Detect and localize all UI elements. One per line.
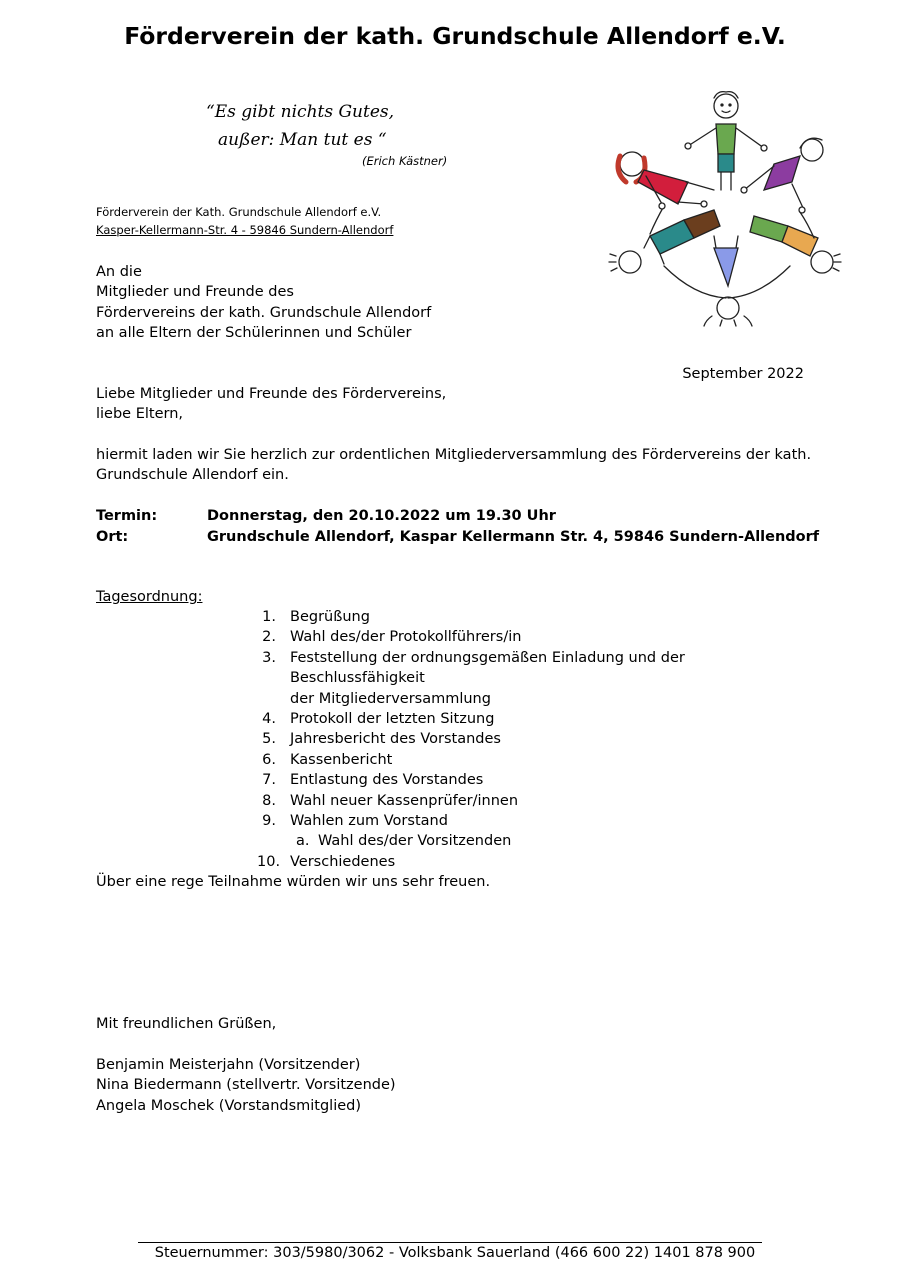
agenda-item [257, 852, 822, 872]
children-circle-logo [604, 86, 844, 328]
salutation-line: Liebe Mitglieder und Freunde des Fördervereins, [96, 386, 447, 402]
termin-value: Donnerstag, den 20.10.2022 um 19.30 Uhr [207, 508, 556, 524]
agenda-item [262, 729, 822, 749]
document-title: Förderverein der kath. Grundschule Allendorf e.V. [124, 22, 786, 50]
agenda-number: 3. [262, 649, 276, 666]
agenda-item [262, 607, 822, 627]
recipient-line: an alle Eltern der Schülerinnen und Schüler [96, 325, 412, 342]
agenda-item-continuation [262, 689, 822, 709]
agenda-number: 4. [262, 711, 276, 728]
agenda-text: Wahl des/der Vorsitzenden [318, 833, 512, 850]
intro-paragraph [96, 445, 811, 486]
agenda-item [262, 648, 822, 689]
intro-line: hiermit laden wir Sie herzlich zur ordentlichen Mitgliederversammlung des Fördervereins der kath. [96, 447, 812, 463]
agenda-item [262, 791, 822, 811]
termin-label: Termin: [96, 508, 158, 524]
salutation [96, 384, 446, 425]
agenda-number: 1. [262, 609, 276, 625]
intro-line: Grundschule Allendorf ein. [96, 467, 289, 484]
footer-divider [138, 1242, 762, 1243]
agenda-item [262, 627, 822, 647]
agenda-number: 7. [262, 772, 276, 789]
sender-name: Förderverein der Kath. Grundschule Allendorf e.V. [96, 205, 382, 219]
greeting: Mit freundlichen Grüßen, [96, 1016, 277, 1032]
sender-address: Kasper-Kellermann-Str. 4 - 59846 Sundern-Allendorf [96, 223, 394, 237]
agenda-number: 6. [262, 751, 276, 768]
quote-line-2: außer: Man tut es “ [218, 130, 387, 150]
agenda-number: a. [296, 833, 310, 850]
agenda-number: 2. [262, 629, 276, 646]
agenda-text: Wahl neuer Kassenprüfer/innen [290, 792, 519, 809]
recipient-line: An die [96, 264, 142, 280]
agenda-number: 10. [257, 853, 281, 870]
agenda-heading: Tagesordnung: [96, 589, 203, 605]
signature-line: Benjamin Meisterjahn (Vorsitzender) [96, 1057, 361, 1073]
agenda-subitem [262, 831, 822, 851]
closing-note: Über eine rege Teilnahme würden wir uns sehr freuen. [96, 874, 491, 890]
recipient-line: Fördervereins der kath. Grundschule Allendorf [96, 304, 432, 321]
signature-block [96, 1055, 396, 1116]
agenda-number: 8. [262, 792, 276, 809]
agenda-item [262, 770, 822, 790]
agenda-text: Wahl des/der Protokollführers/in [290, 629, 522, 646]
agenda-item [262, 750, 822, 770]
footer-bank-details: Steuernummer: 303/5980/3062 - Volksbank Sauerland (466 600 22) 1401 878 900 [154, 1245, 756, 1261]
agenda-number: 5. [262, 731, 276, 748]
ort-label: Ort: [96, 529, 129, 545]
agenda-text: Jahresbericht des Vorstandes [290, 731, 501, 748]
agenda-text: Entlastung des Vorstandes [290, 772, 484, 789]
recipient-block [96, 262, 431, 344]
quote-line-1: “Es gibt nichts Gutes, [206, 102, 395, 122]
recipient-line: Mitglieder und Freunde des [96, 284, 294, 301]
signature-line: Nina Biedermann (stellvertr. Vorsitzende) [96, 1077, 396, 1094]
agenda-text: Protokoll der letzten Sitzung [290, 711, 495, 728]
agenda-list [257, 607, 822, 872]
letter-date: September 2022 [682, 366, 804, 382]
agenda-text: Feststellung der ordnungsgemäßen Einladung und der Beschlussfähigkeit [289, 649, 685, 687]
quote-author: (Erich Kästner) [362, 154, 448, 168]
agenda-item [262, 709, 822, 729]
agenda-text: Kassenbericht [290, 751, 393, 768]
agenda-number: 9. [262, 813, 276, 830]
agenda-text: Wahlen zum Vorstand [290, 813, 448, 830]
salutation-line: liebe Eltern, [96, 406, 184, 423]
signature-line: Angela Moschek (Vorstandsmitglied) [96, 1097, 362, 1114]
agenda-text: Begrüßung [290, 609, 370, 625]
ort-value: Grundschule Allendorf, Kaspar Kellermann Str. 4, 59846 Sundern-Allendorf [207, 529, 820, 545]
agenda-text: der Mitgliederversammlung [290, 690, 491, 707]
agenda-text: Verschiedenes [290, 853, 396, 870]
agenda-item [262, 811, 822, 831]
